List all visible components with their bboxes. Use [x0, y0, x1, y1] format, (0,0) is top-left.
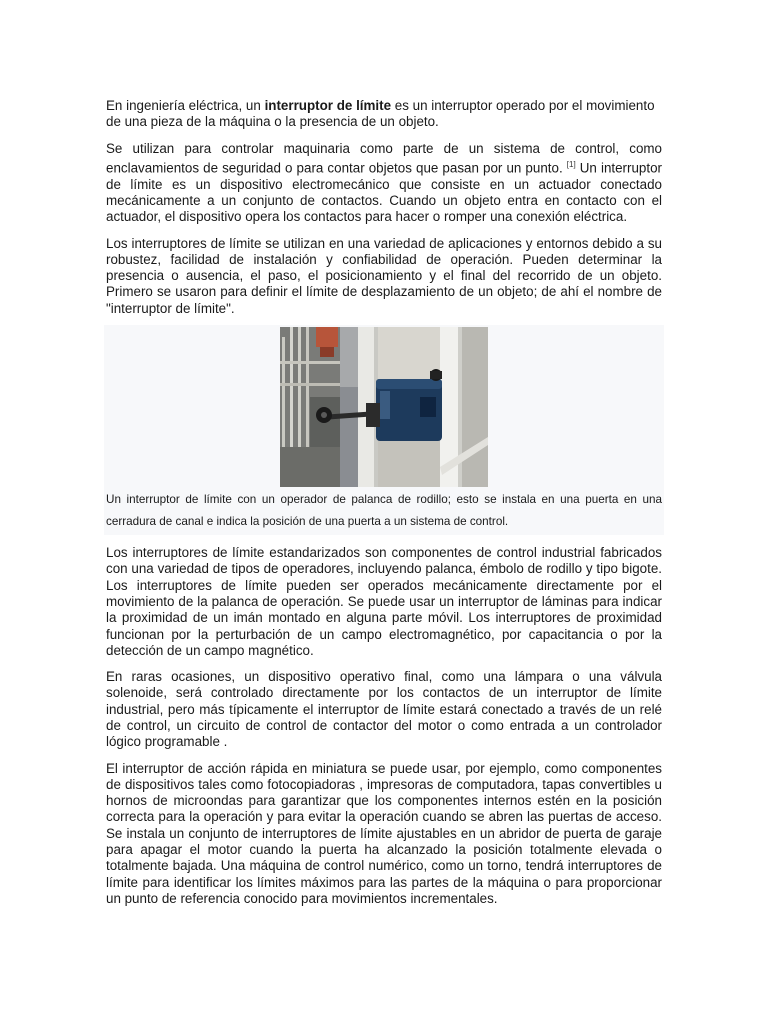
figure-photo-wrap	[106, 325, 662, 487]
paragraph-standard-types: Los interruptores de límite estandarizados son componentes de control industrial fabricados con una variedad de tipos de operadores, incluyendo palanca, émbolo de rodillo y tipo bigote. Los interruptores de límite pueden ser operados mecánicamente directamente por el movimiento de la palanca de operación. Se puede usar un interruptor de láminas para indicar la proximidad de un imán montado en alguna parte móvil. Los interruptores de proximidad funcionan por la perturbación de un campo electromagnético, por capacitancia o por la detección de un campo magnético.	[106, 545, 662, 658]
paragraph-applications: Los interruptores de límite se utilizan en una variedad de aplicaciones y entornos debido a su robustez, facilidad de instalación y confiabilidad de operación. Pueden determinar la presencia o ausencia, el paso, el posicionamiento y el final del recorrido de un objeto. Primero se usaron para definir el límite de desplazamiento de un objeto; de ahí el nombre de "interruptor de límite".	[106, 235, 662, 316]
paragraph-usage	[106, 141, 662, 226]
intro-text-end: es un interruptor operado por el movimiento de una pieza de la máquina o la presencia de un objeto.	[106, 98, 655, 130]
citation-link[interactable]: [1]	[566, 159, 576, 169]
usage-text-end: Un interruptor de límite es un dispositivo electromecánico que consiste en un actuador conectado mecánicamente a un conjunto de contactos. Cuando un objeto entra en contacto con el actuador, el dispositivo opera los contactos para hacer o romper una conexión eléctrica.	[106, 160, 662, 225]
paragraph-control-circuits: En raras ocasiones, un dispositivo operativo final, como una lámpara o una válvula solenoide, será controlado directamente por los contactos de un interruptor de límite industrial, pero más típicamente el interruptor de límite estará conectado a través de un relé de control, un circuito de control de contactor del motor o como entrada a un controlador lógico programable .	[106, 669, 662, 750]
document-body	[106, 98, 662, 917]
figure	[104, 325, 664, 535]
paragraph-intro	[106, 98, 662, 131]
paragraph-miniature-switch: El interruptor de acción rápida en miniatura se puede usar, por ejemplo, como componentes de dispositivos tales como fotocopiadoras , impresoras de computadora, tapas convertibles u hornos de microondas para garantizar que los componentes internos estén en la posición correcta para la operación y para evitar la operación cuando se abren las puertas de acceso. Se instala un conjunto de interruptores de límite ajustables en un abridor de puerta de garaje para apagar el motor cuando la puerta ha alcanzado la posición totalmente elevada o totalmente bajada. Una máquina de control numérico, como un torno, tendrá interruptores de límite para identificar los límites máximos para las partes de la máquina o para proporcionar un punto de referencia conocido para movimientos incrementales.	[106, 760, 662, 906]
figure-caption: Un interruptor de límite con un operador de palanca de rodillo; esto se instala en una puerta en una cerradura de canal e indica la posición de una puerta a un sistema de control.	[106, 493, 662, 529]
usage-text-start: Se utilizan para controlar maquinaria como parte de un sistema de control, como enclavamientos de seguridad o para contar objetos que pasan por un punto.	[106, 140, 662, 176]
intro-text-start: En ingeniería eléctrica, un	[106, 98, 265, 113]
term-bold: interruptor de límite	[264, 98, 392, 113]
limit-switch-photo	[280, 327, 488, 487]
